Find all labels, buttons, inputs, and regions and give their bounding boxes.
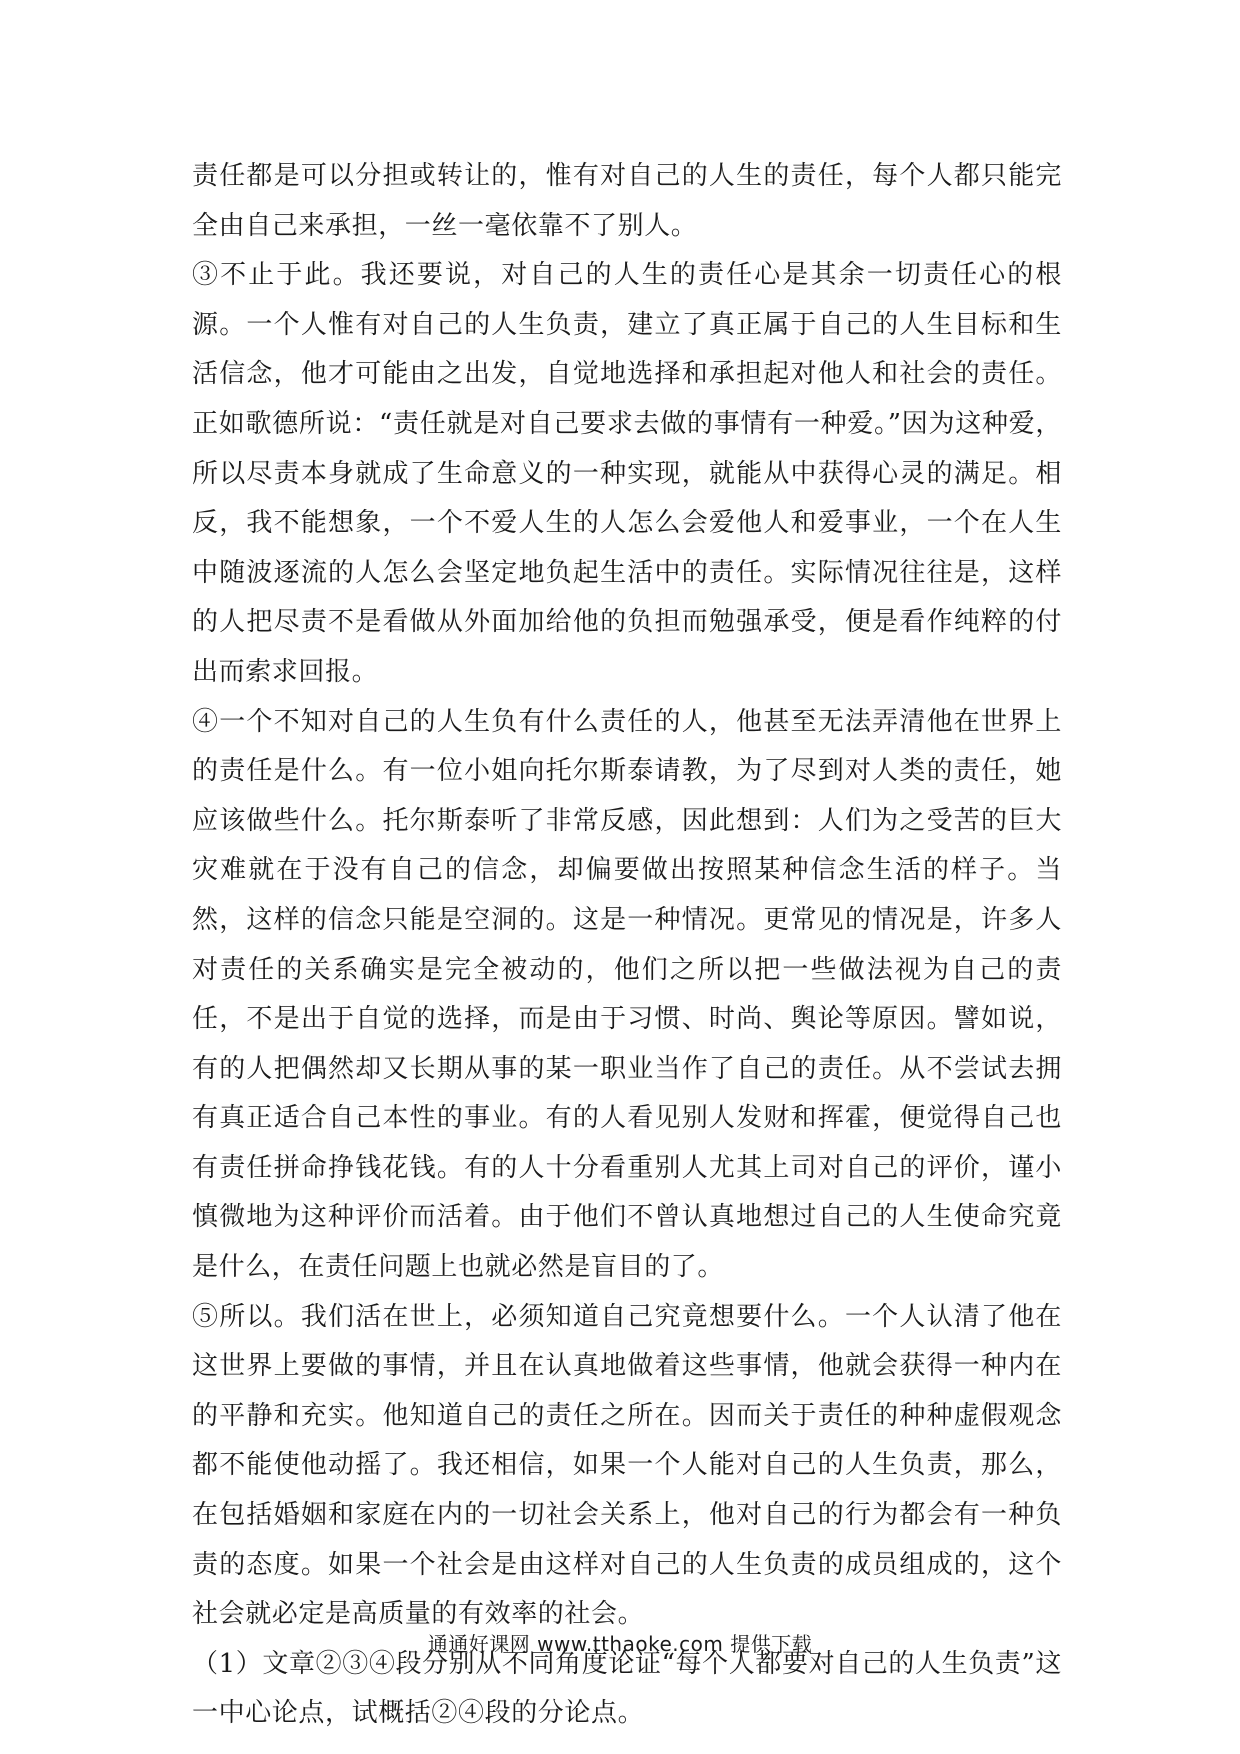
question-1: （1）文章②③④段分别从不同角度论证“每个人都要对自己的人生负责”这一中心论点，试概括②④段的分论点。 — [192, 1648, 1062, 1729]
paragraph-3: ③不止于此。我还要说，对自己的人生的责任心是其余一切责任心的根源。一个人惟有对自己的人生负责，建立了真正属于自己的人生目标和生活信念，他才可能由之出发，自觉地选择和承担起对他人和社会的责任。正如歌德所说：“责任就是对自己要求去做的事情有一种爱。”因为这种爱，所以尽责本身就成了生命意义的一种实现，就能从中获得心灵的满足。相反，我不能想象，一个不爱人生的人怎么会爱他人和爱事业，一个在人生中随波逐流的人怎么会坚定地负起生活中的责任。实际情况往往是，这样的人把尽责不是看做从外面加给他的负担而勉强承受，便是看作纯粹的付出而索求回报。 — [192, 260, 1062, 687]
paragraph-5: ⑤所以。我们活在世上，必须知道自己究竟想要什么。一个人认清了他在这世界上要做的事情，并且在认真地做着这些事情，他就会获得一种内在的平静和充实。他知道自己的责任之所在。因而关于责任的种种虚假观念都不能使他动摇了。我还相信，如果一个人能对自己的人生负责，那么，在包括婚姻和家庭在内的一切社会关系上，他对自己的行为都会有一种负责的态度。如果一个社会是由这样对自己的人生负责的成员组成的，这个社会就必定是高质量的有效率的社会。 — [192, 1301, 1062, 1630]
paragraph-continued: 责任都是可以分担或转让的，惟有对自己的人生的责任，每个人都只能完全由自己来承担，一丝一毫依靠不了别人。 — [192, 161, 1062, 241]
paragraph-4: ④一个不知对自己的人生负有什么责任的人，他甚至无法弄清他在世界上的责任是什么。有一位小姐向托尔斯泰请教，为了尽到对人类的责任，她应该做些什么。托尔斯泰听了非常反感，因此想到：人们为之受苦的巨大灾难就在于没有自己的信念，却偏要做出按照某种信念生活的样子。当然，这样的信念只能是空洞的。这是一种情况。更常见的情况是，许多人对责任的关系确实是完全被动的，他们之所以把一些做法视为自己的责任，不是出于自觉的选择，而是由于习惯、时尚、舆论等原因。譬如说，有的人把偶然却又长期从事的某一职业当作了自己的责任。从不尝试去拥有真正适合自己本性的事业。有的人看见别人发财和挥霍，便觉得自己也有责任拼命挣钱花钱。有的人十分看重别人尤其上司对自己的评价，谨小慎微地为这种评价而活着。由于他们不曾认真地想过自己的人生使命究竟是什么，在责任问题上也就必然是盲目的了。 — [192, 706, 1062, 1283]
page-footer: 通通好课网 www.tthaoke.com 提供下载 — [427, 1632, 813, 1656]
document-body — [192, 152, 1062, 1739]
